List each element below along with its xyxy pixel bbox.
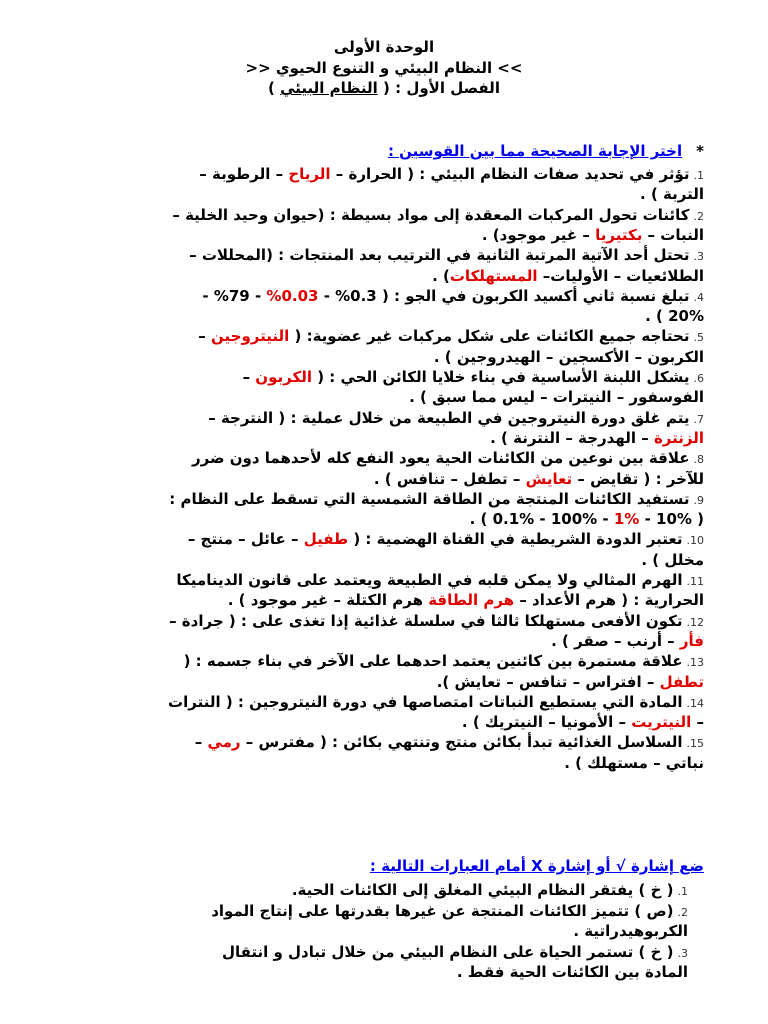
unit-title: الوحدة الأولى <box>333 38 435 56</box>
item-number: 11. <box>686 575 704 588</box>
item-text: – <box>194 733 208 752</box>
item-number: 2. <box>693 209 704 223</box>
section1-item-14-continued <box>50 712 704 732</box>
section1-item-4 <box>50 286 704 308</box>
item-text: مخلل ) . <box>641 550 704 569</box>
section1-item-5-continued <box>50 347 704 367</box>
item-text: تؤثر في تحديد صفات النظام البيئي : ( الحرارة – <box>330 165 690 183</box>
correct-answer: النيتريت <box>631 713 692 732</box>
item-text: – افتراس – تنافس – تعايش ). <box>436 672 660 691</box>
item-text: يشكل اللبنة الأساسية في بناء خلايا الكائن الحي : ( <box>311 368 690 386</box>
section1-item-12 <box>50 611 704 633</box>
item-number: 2. <box>677 905 688 919</box>
chapter-name: النظام البيئي <box>280 79 378 97</box>
item-number: 7. <box>693 412 704 426</box>
item-text: المادة التي يستطيع النباتات امتصاصها في دورة النيتروجين : ( النترات <box>168 692 683 711</box>
section1-item-15-continued <box>50 753 704 773</box>
item-text: علاقة بين نوعين من الكائنات الحية يعود النفع كله لأحدهما دون ضرر <box>192 449 690 468</box>
section1-item-9-continued <box>50 509 704 529</box>
item-text: ( خ ) يفتقر النظام البيئي المغلق إلى الكائنات الحية. <box>291 881 674 899</box>
correct-answer: الزنترة <box>653 428 704 447</box>
correct-answer: الرياح <box>288 165 331 183</box>
item-text: ( خ ) تستمر الحياة على النظام البيئي من خلال تبادل و انتقال <box>221 942 674 961</box>
item-number: 8. <box>693 453 704 467</box>
item-text: – الرطوبة – <box>199 165 289 183</box>
item-number: 13. <box>686 656 704 670</box>
item-text: ( 10% - <box>639 510 704 529</box>
correct-answer: هرم الطاقة <box>428 591 515 610</box>
item-text: – الأمونيا – النيتريك ) . <box>461 713 632 732</box>
chapter-prefix: الفصل الأول : ( <box>383 79 500 97</box>
item-text: الحرارية : ( هرم الأعداد – <box>514 591 704 610</box>
item-text: الكربوهيدراتية . <box>573 922 688 940</box>
correct-answer: النيتروجين <box>211 327 290 346</box>
section1-item-10-continued <box>50 550 704 570</box>
item-text: هرم الكتلة – غير موجود ) . <box>227 591 429 610</box>
correct-answer: الكربون <box>255 368 312 386</box>
section2-item-2-continued <box>82 921 688 941</box>
item-text: تكون الأفعى مستهلكا ثالثا في سلسلة غذائية إذا تغذى على : ( جرادة – <box>169 611 683 630</box>
item-text: - 100% - 0.1% ) . <box>469 510 614 529</box>
item-number: 15. <box>686 737 704 751</box>
item-text: تحتل أحد الآتية المرتبة الثانية في الترتيب بعد المنتجات : (المحللات – <box>189 246 690 265</box>
section1-item-11-continued <box>50 590 704 610</box>
section1-item-7-continued <box>50 428 704 448</box>
item-text: السلاسل الغذائية تبدأ بكائن منتج وتنتهي بكائن : ( مفترس – <box>240 733 683 752</box>
correct-answer: 1% <box>613 510 640 529</box>
section2-item-3-continued <box>82 962 688 982</box>
section1-item-13 <box>50 651 704 673</box>
item-text: للآخر : ( تقايض – <box>572 469 704 488</box>
correct-answer: تطفل <box>659 672 704 691</box>
item-number: 4. <box>693 290 704 304</box>
section1-item-14 <box>50 692 704 714</box>
item-text: الطلائعيات – الأوليات– <box>537 266 704 285</box>
item-text: النبات – <box>642 225 704 244</box>
section1-item-1 <box>50 164 704 186</box>
item-text: - 79% - <box>202 286 267 305</box>
section1-item-11 <box>50 570 704 592</box>
section1-item-3-continued <box>50 266 704 286</box>
item-text: – <box>242 368 256 386</box>
item-number: 1. <box>677 885 688 898</box>
item-number: 3. <box>693 250 704 264</box>
item-text: التربة ) . <box>640 185 704 204</box>
item-number: 5. <box>693 331 704 345</box>
item-text: المادة بين الكائنات الحية فقط . <box>456 963 688 981</box>
item-number: 1. <box>693 169 704 182</box>
item-number: 6. <box>693 372 704 385</box>
subject-title: >> النظام البيئي و التنوع الحيوي << <box>245 59 523 77</box>
item-number: 14. <box>686 696 704 710</box>
section1-item-8 <box>50 448 704 470</box>
item-text: الفوسفور – النيترات – ليس مما سبق ) . <box>409 388 704 407</box>
section1-heading <box>388 141 704 161</box>
item-text: ) . <box>432 266 450 285</box>
section1-item-5 <box>50 326 704 348</box>
bullet-star: * <box>696 142 704 160</box>
correct-answer: 0.03% <box>266 286 319 305</box>
section1-item-3 <box>50 245 704 267</box>
item-text: (ص ) تتميز الكائنات المنتجة عن غيرها بقدرتها على إنتاج المواد <box>211 901 674 920</box>
item-number: 3. <box>677 946 688 960</box>
section2-item-2 <box>82 901 688 923</box>
section1-item-6 <box>50 367 704 389</box>
correct-answer: بكتيريا <box>595 225 643 244</box>
section1-item-1-continued <box>50 184 704 204</box>
item-number: 9. <box>693 493 704 507</box>
chapter-suffix: ) <box>268 79 275 97</box>
section1-item-4-continued <box>50 306 704 326</box>
section2-heading: ضع إشارة √ أو إشارة X أمام العبارات التالية : <box>369 857 704 875</box>
item-text: كائنات تحول المركبات المعقدة إلى مواد بسيطة : (حيوان وحيد الخلية – <box>172 205 690 224</box>
item-number: 10. <box>686 534 704 548</box>
section2-item-1 <box>82 880 688 902</box>
correct-answer: فأر <box>679 631 704 650</box>
section1-item-9 <box>50 489 704 511</box>
item-text: – <box>691 713 704 732</box>
section1-item-12-continued <box>50 631 704 651</box>
section1-item-13-continued <box>50 672 704 692</box>
item-text: تستفيد الكائنات المنتجة من الطاقة الشمسية التي تسقط على النظام : <box>169 489 690 508</box>
item-text: تبلغ نسبة ثاني أكسيد الكربون في الجو : ( 0.3% - <box>318 286 690 305</box>
section1-item-2 <box>50 205 704 227</box>
section1-item-7 <box>50 408 704 430</box>
item-text: علاقة مستمرة بين كائنين يعتمد احدهما على الآخر في بناء جسمه : ( <box>183 652 683 671</box>
item-text: تعتبر الدودة الشريطية في القناة الهضمية : ( <box>348 530 683 549</box>
item-text: – غير موجود) . <box>481 225 596 244</box>
correct-answer: تعايش <box>525 469 573 488</box>
item-text: نباتي – مستهلك ) . <box>564 753 704 772</box>
section1-item-8-continued <box>50 469 704 489</box>
item-text: 20% ) . <box>645 307 704 326</box>
item-text: الهرم المثالي ولا يمكن قلبه في الطبيعة ويعتمد على قانون الديناميكا <box>176 571 683 589</box>
item-text: – أرنب – صقر ) . <box>551 631 680 650</box>
chapter-title <box>0 78 768 98</box>
item-text: الكربون – الأكسجين – الهيدروجين ) . <box>433 347 704 366</box>
correct-answer: طفيل <box>303 530 349 549</box>
section1-item-10 <box>50 529 704 551</box>
item-number: 12. <box>686 615 704 629</box>
section1-item-15 <box>50 732 704 754</box>
section1-title: اختر الإجابة الصحيحة مما بين القوسين : <box>387 142 683 160</box>
correct-answer: رمي <box>207 733 241 752</box>
section2-item-3 <box>82 942 688 964</box>
item-text: – عائل – منتج – <box>187 530 304 549</box>
section1-item-6-continued <box>50 387 704 407</box>
item-text: – الهدرجة – النترنة ) . <box>490 428 654 447</box>
item-text: تحتاجه جميع الكائنات على شكل مركبات غير عضوية: ( <box>289 327 690 346</box>
item-text: يتم غلق دورة النيتروجين في الطبيعة من خلال عملية : ( النترجة – <box>208 408 690 427</box>
correct-answer: المستهلكات <box>449 266 538 285</box>
section1-item-2-continued <box>50 225 704 245</box>
item-text: – <box>198 327 212 346</box>
item-text: – تطفل – تنافس ) . <box>373 469 526 488</box>
